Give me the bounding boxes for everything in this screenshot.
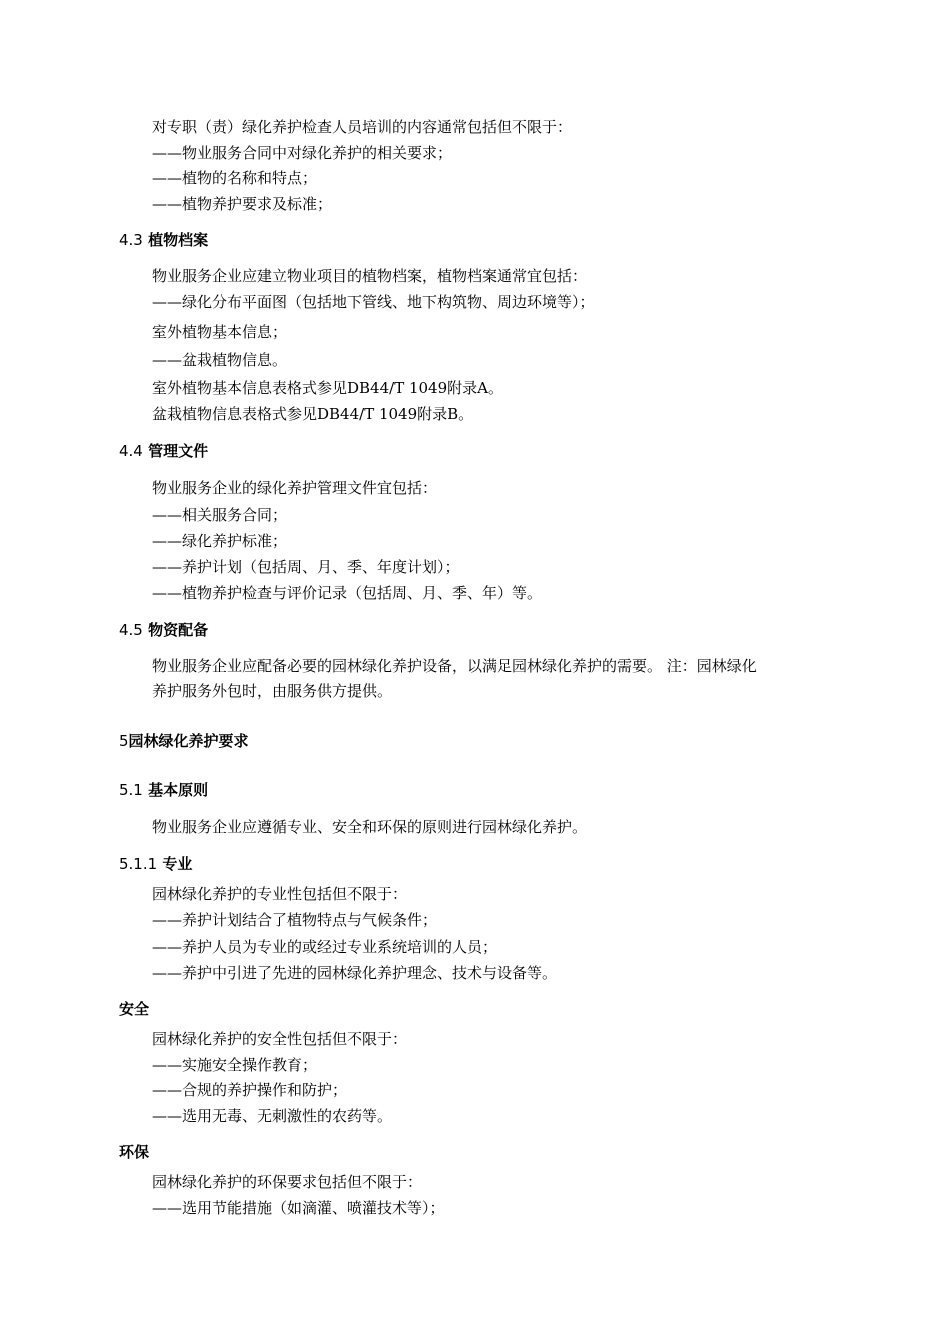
list-item: ——养护人员为专业的或经过专业系统培训的人员； (152, 938, 498, 956)
paragraph-line: 养护服务外包时，由服务供方提供。 (152, 682, 393, 700)
list-item: ——养护计划（包括周、月、季、年度计划）； (152, 558, 460, 576)
paragraph-line: 物业服务企业应遵循专业、安全和环保的原则进行园林绿化养护。 (152, 818, 588, 836)
paragraph-line: 园林绿化养护的安全性包括但不限于： (152, 1030, 408, 1048)
section-number: 4.5 (119, 621, 143, 639)
paragraph-line: 物业服务企业的绿化养护管理文件宜包括： (152, 479, 438, 497)
list-item: ——绿化养护标准； (152, 532, 288, 550)
section-heading-5-1 (119, 780, 208, 800)
section-heading-5 (119, 731, 249, 751)
section-title: 管理文件 (148, 442, 209, 460)
section-title: 物资配备 (148, 621, 209, 639)
section-number: 5.1.1 (119, 855, 158, 873)
section-heading-4-5 (119, 620, 208, 640)
list-item: ——养护计划结合了植物特点与气候条件； (152, 911, 438, 929)
paragraph-line: 物业服务企业应建立物业项目的植物档案，植物档案通常宜包括： (152, 267, 588, 285)
paragraph-line: 物业服务企业应配备必要的园林绿化养护设备，以满足园林绿化养护的需要。 注：园林绿化 (152, 657, 757, 675)
section-heading-environment: 环保 (119, 1143, 150, 1161)
list-item: ——物业服务合同中对绿化养护的相关要求； (152, 144, 453, 162)
section-heading-5-1-1 (119, 854, 192, 874)
section-title: 植物档案 (148, 231, 209, 249)
section-heading-4-4 (119, 441, 208, 461)
list-item: 室外植物基本信息； (152, 323, 288, 341)
list-item: ——绿化分布平面图（包括地下管线、地下构筑物、周边环境等）； (152, 293, 595, 311)
section-title: 基本原则 (148, 781, 209, 799)
list-item: ——植物养护要求及标准； (152, 195, 333, 213)
section-title: 园林绿化养护要求 (128, 732, 249, 750)
section-number: 4.3 (119, 231, 143, 249)
list-item: ——选用节能措施（如滴灌、喷灌技术等）； (152, 1199, 445, 1217)
paragraph-line: 对专职（责）绿化养护检查人员培训的内容通常包括但不限于： (152, 118, 573, 136)
section-title: 专业 (162, 855, 193, 873)
list-item: ——合规的养护操作和防护； (152, 1081, 348, 1099)
list-item: ——实施安全操作教育； (152, 1056, 318, 1074)
list-item: ——养护中引进了先进的园林绿化养护理念、技术与设备等。 (152, 964, 558, 982)
paragraph-line: 园林绿化养护的专业性包括但不限于： (152, 885, 408, 903)
list-item: ——植物养护检查与评价记录（包括周、月、季、年）等。 (152, 584, 543, 602)
section-heading-safety: 安全 (119, 1000, 150, 1018)
note-line: 盆栽植物信息表格式参见DB44/T 1049附录B。 (152, 405, 474, 423)
note-line: 室外植物基本信息表格式参见DB44/T 1049附录A。 (152, 379, 503, 397)
section-heading-4-3 (119, 230, 208, 250)
list-item: ——植物的名称和特点； (152, 169, 318, 187)
section-number: 5.1 (119, 781, 143, 799)
list-item: ——相关服务合同； (152, 506, 288, 524)
section-number: 4.4 (119, 442, 143, 460)
paragraph-line: 园林绿化养护的环保要求包括但不限于： (152, 1173, 423, 1191)
list-item: ——盆栽植物信息。 (152, 351, 288, 369)
list-item: ——选用无毒、无刺激性的农药等。 (152, 1107, 393, 1125)
section-number: 5 (119, 732, 129, 750)
